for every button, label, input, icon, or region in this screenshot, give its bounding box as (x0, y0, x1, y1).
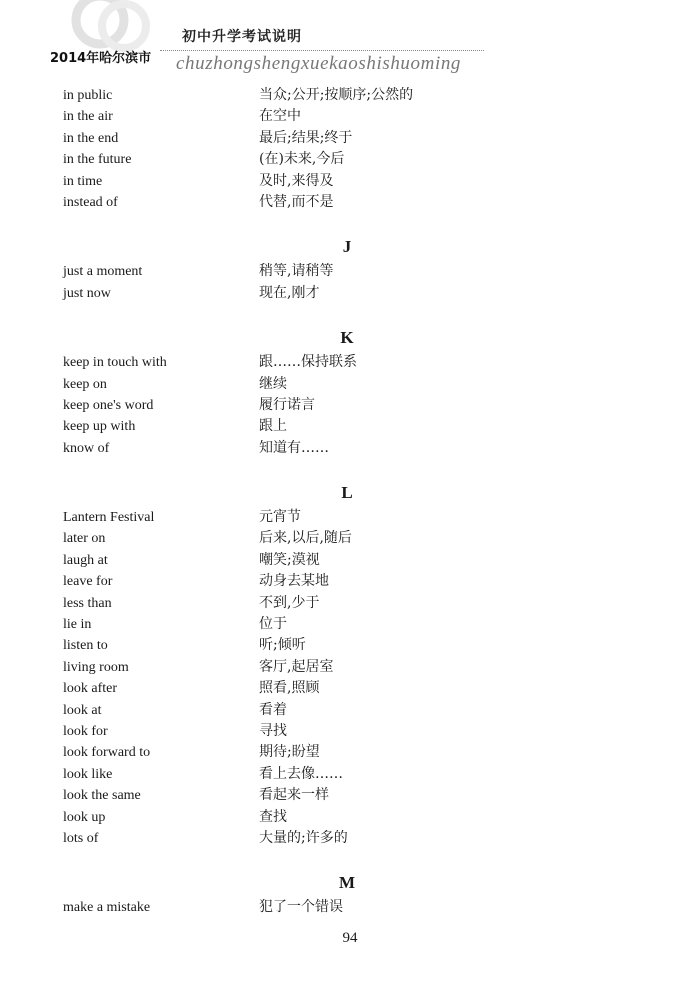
phrase-english: just a moment (63, 264, 143, 280)
phrase-row (63, 106, 623, 127)
header-divider (160, 50, 484, 51)
phrase-row (63, 352, 623, 373)
phrase-chinese: 在空中 (259, 108, 301, 125)
phrase-row (63, 374, 623, 395)
phrase-row (63, 828, 623, 849)
phrase-chinese: 继续 (259, 375, 287, 392)
phrase-chinese: 知道有…… (259, 439, 329, 456)
phrase-english: in public (63, 88, 113, 103)
phrase-chinese: 犯了一个错误 (259, 899, 343, 916)
phrase-english: in time (63, 173, 103, 189)
phrase-chinese: 大量的;许多的 (259, 829, 348, 846)
phrase-row (63, 261, 623, 282)
phrase-row (63, 128, 623, 149)
phrase-english: instead of (63, 194, 118, 210)
phrase-english: look the same (63, 788, 141, 804)
phrase-row (63, 785, 623, 806)
phrase-row (63, 571, 623, 592)
phrase-row (63, 438, 623, 459)
phrase-english: leave for (63, 574, 113, 590)
phrase-chinese: 照看,照顾 (259, 680, 320, 697)
phrase-english: less than (63, 595, 112, 611)
phrase-row (63, 614, 623, 635)
phrase-chinese: (在)未来,今后 (259, 151, 345, 168)
phrase-chinese: 位于 (259, 616, 287, 633)
phrase-chinese: 稍等,请稍等 (259, 263, 334, 280)
phrase-row (63, 635, 623, 656)
phrase-row (63, 721, 623, 742)
phrase-row (63, 149, 623, 170)
phrase-english: look forward to (63, 745, 151, 761)
phrase-english: make a mistake (63, 900, 151, 916)
phrase-chinese: 客厅,起居室 (259, 658, 334, 675)
phrase-english: later on (63, 531, 106, 547)
phrase-chinese: 不到,少于 (259, 594, 320, 611)
phrase-english: Lantern Festival (63, 510, 155, 526)
phrase-english: look up (63, 809, 106, 825)
phrase-english: laugh at (63, 552, 108, 568)
phrase-english: know of (63, 440, 110, 456)
phrase-row (63, 395, 623, 416)
phrase-chinese: 看着 (259, 701, 287, 718)
phrase-row (63, 171, 623, 192)
phrase-chinese: 动身去某地 (259, 573, 329, 590)
phrase-row (63, 678, 623, 699)
phrase-row (63, 507, 623, 528)
phrase-chinese: 嘲笑;漠视 (259, 551, 320, 568)
phrase-english: keep one's word (63, 397, 154, 413)
phrase-row (63, 283, 623, 304)
phrase-chinese: 跟……保持联系 (259, 354, 357, 371)
phrase-english: in the future (63, 152, 132, 168)
phrase-row (63, 897, 623, 918)
phrase-row (63, 416, 623, 437)
phrase-english: keep on (63, 376, 107, 392)
section-letter-l: L (341, 483, 353, 503)
phrase-chinese: 跟上 (259, 418, 287, 435)
phrase-chinese: 查找 (259, 808, 287, 825)
phrase-english: lots of (63, 830, 99, 846)
section-m-group (63, 897, 623, 918)
header-pinyin: chuzhongshengxuekaoshishuoming (176, 53, 462, 74)
phrase-row (63, 528, 623, 549)
header-year-city: 2014年哈尔滨市 (50, 51, 152, 66)
phrase-row (63, 742, 623, 763)
phrase-english: listen to (63, 638, 108, 654)
phrase-english: look for (63, 723, 108, 739)
section-k-group (63, 352, 623, 459)
phrase-chinese: 元宵节 (259, 509, 301, 526)
phrase-chinese: 听;倾听 (259, 637, 306, 654)
phrase-chinese: 及时,来得及 (259, 172, 334, 189)
phrase-english: look like (63, 766, 113, 782)
header-title: 初中升学考试说明 (182, 29, 302, 45)
phrase-row (63, 550, 623, 571)
phrase-chinese: 当众;公开;按顺序;公然的 (259, 87, 414, 103)
phrase-row (63, 807, 623, 828)
phrase-chinese: 现在,刚才 (259, 284, 320, 301)
phrase-row (63, 192, 623, 213)
phrase-chinese: 最后;结果;终于 (259, 129, 353, 146)
phrase-english: lie in (63, 617, 92, 633)
top-phrase-group (63, 85, 623, 213)
phrase-row (63, 657, 623, 678)
section-letter-j: J (342, 237, 352, 257)
page-number: 94 (342, 930, 358, 946)
phrase-english: keep in touch with (63, 355, 167, 371)
phrase-row (63, 85, 623, 106)
phrase-chinese: 看起来一样 (259, 787, 329, 804)
phrase-chinese: 期待;盼望 (259, 744, 320, 761)
section-j-group (63, 261, 623, 304)
phrase-row (63, 593, 623, 614)
phrase-english: in the air (63, 109, 113, 125)
phrase-chinese: 寻找 (259, 722, 287, 739)
phrase-chinese: 履行诺言 (259, 396, 315, 413)
phrase-english: keep up with (63, 419, 136, 435)
phrase-english: in the end (63, 130, 119, 146)
section-letter-k: K (340, 328, 354, 348)
phrase-chinese: 代替,而不是 (259, 193, 334, 210)
phrase-chinese: 后来,以后,随后 (259, 530, 352, 547)
phrase-list (63, 85, 623, 919)
phrase-english: look after (63, 681, 118, 697)
section-l-group (63, 507, 623, 849)
phrase-english: look at (63, 702, 102, 718)
section-letter-m: M (338, 873, 356, 893)
phrase-chinese: 看上去像…… (259, 765, 343, 782)
phrase-row (63, 700, 623, 721)
phrase-english: living room (63, 659, 129, 675)
phrase-row (63, 764, 623, 785)
phrase-english: just now (63, 285, 111, 301)
